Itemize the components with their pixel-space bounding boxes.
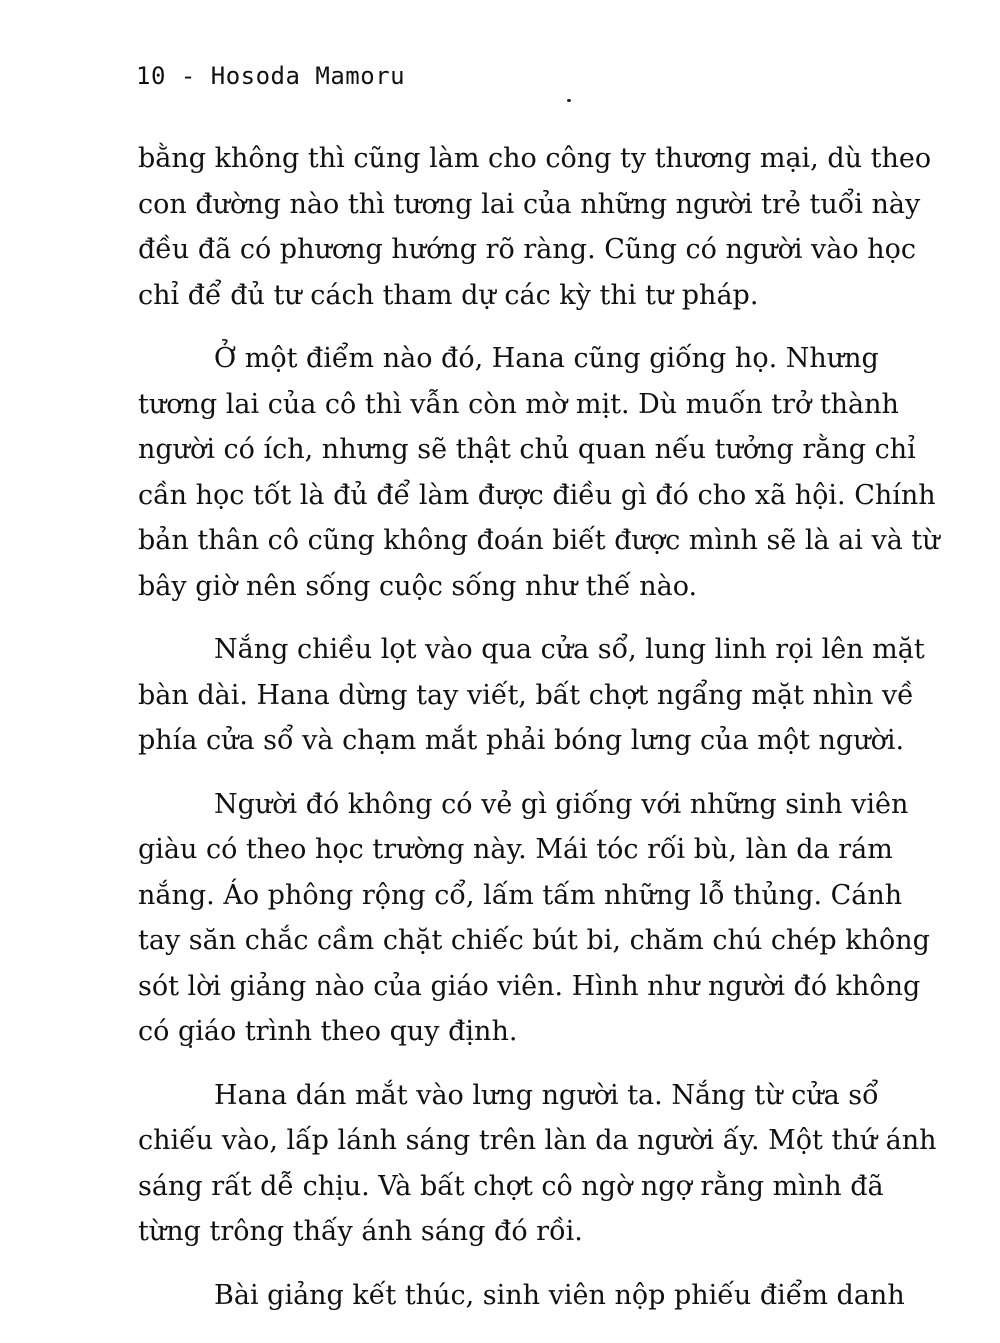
- text-line: Hana dán mắt vào lưng người ta. Nắng từ cửa sổ: [214, 1079, 879, 1111]
- text-line: từng trông thấy ánh sáng đó rồi.: [138, 1216, 583, 1247]
- text-line: bây giờ nên sống cuộc sống như thế nào.: [138, 570, 698, 602]
- text-line: tương lai của cô thì vẫn còn mờ mịt. Dù muốn trở thành: [138, 388, 899, 420]
- paragraph: [138, 336, 940, 609]
- text-line: Bài giảng kết thúc, sinh viên nộp phiếu điểm danh: [214, 1279, 905, 1311]
- scan-speck: [567, 99, 571, 102]
- text-line: Nắng chiều lọt vào qua cửa sổ, lung linh rọi lên mặt: [214, 634, 925, 665]
- paragraph: [138, 1273, 905, 1319]
- paragraph: [138, 136, 932, 318]
- text-line: bản thân cô cũng không đoán biết được mình sẽ là ai và từ: [138, 525, 940, 556]
- text-line: nắng. Áo phông rộng cổ, lấm tấm những lỗ thủng. Cánh: [138, 879, 903, 911]
- paragraph: [138, 627, 925, 764]
- body-text: [138, 136, 940, 1336]
- text-line: Ở một điểm nào đó, Hana cũng giống họ. Nhưng: [214, 343, 879, 374]
- text-line: giàu có theo học trường này. Mái tóc rối bù, làn da rám: [138, 834, 893, 865]
- text-line: con đường nào thì tương lai của những người trẻ tuổi này: [138, 188, 921, 220]
- text-line: sót lời giảng nào của giáo viên. Hình như người đó không: [138, 970, 921, 1002]
- paragraph: [138, 782, 930, 1055]
- text-line: chiếu vào, lấp lánh sáng trên làn da người ấy. Một thứ ánh: [138, 1125, 937, 1156]
- text-line: bằng không thì cũng làm cho công ty thương mại, dù theo: [138, 143, 932, 174]
- text-line: người có ích, nhưng sẽ thật chủ quan nếu tưởng rằng chỉ: [138, 434, 916, 465]
- text-line: sáng rất dễ chịu. Và bất chợt cô ngờ ngợ rằng mình đã: [138, 1170, 884, 1202]
- text-line: tay săn chắc cầm chặt chiếc bút bi, chăm chú chép không: [138, 925, 930, 956]
- paragraph: [138, 1073, 937, 1255]
- text-line: phía cửa sổ và chạm mắt phải bóng lưng của một người.: [138, 725, 905, 756]
- text-line: Người đó không có vẻ gì giống với những sinh viên: [214, 788, 909, 820]
- text-line: bàn dài. Hana dừng tay viết, bất chợt ngẩng mặt nhìn về: [138, 679, 914, 711]
- text-line: chỉ để đủ tư cách tham dự các kỳ thi tư pháp.: [138, 279, 759, 311]
- text-line: có giáo trình theo quy định.: [138, 1016, 518, 1047]
- text-line: đều đã có phương hướng rõ ràng. Cũng có người vào học: [138, 234, 916, 265]
- text-line: cần học tốt là đủ để làm được điều gì đó cho xã hội. Chính: [138, 479, 936, 511]
- running-header: 10 - Hosoda Mamoru: [136, 62, 406, 90]
